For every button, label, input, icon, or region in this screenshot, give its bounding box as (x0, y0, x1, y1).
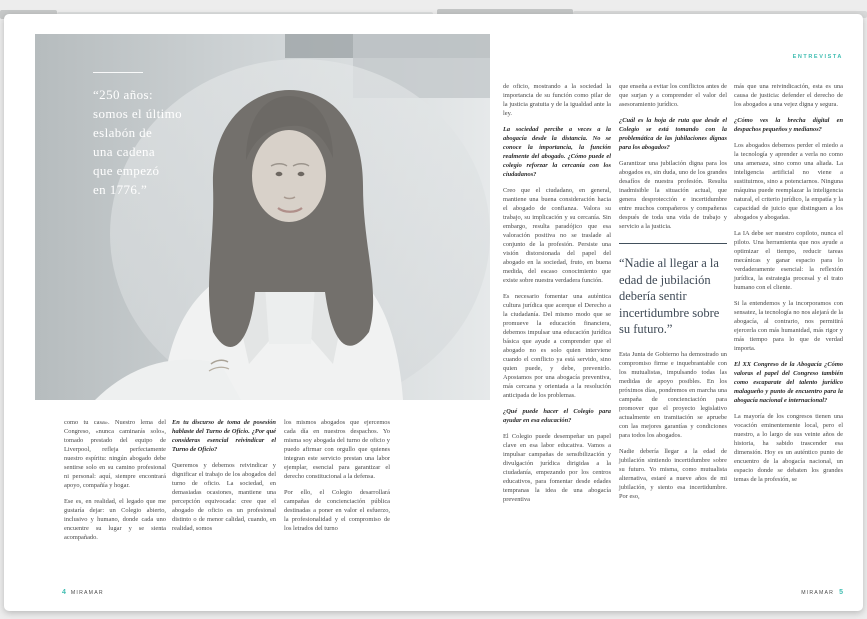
pull-quote-rule (619, 243, 727, 244)
body-paragraph: Los abogados debemos perder el miedo a la tecnología y aprender a verla no como una amenaza, sino como una aliada. La inteligencia artificial no viene a sustituirnos, sino a potenciarnos. Ninguna máquina puede reemplazar la inteligencia natural, el criterio jurídico, la empatía y la capacidad de juicio que distinguen a los abogados y abogadas. (734, 142, 843, 221)
left-page-column-2 (172, 418, 276, 540)
right-page-column-3 (734, 82, 843, 491)
page-number: 4 (62, 589, 66, 596)
body-paragraph: Garantizar una jubilación digna para los abogados es, sin duda, uno de los grandes desafíos de nuestra profesión. Resulta inadmisible la situación actual, que genera desprotección e incertidumbre entre muchos compañeros y compañeras después de toda una vida de trabajo y servicio a la justicia. (619, 160, 727, 230)
body-paragraph: más que una reivindicación, esta es una causa de justicia: defender el derecho de los abogados a una vejez digna y segura. (734, 83, 843, 108)
body-paragraph: La IA debe ser nuestro copiloto, nunca el piloto. Una herramienta que nos ayude a optimizar el tiempo, reducir tareas mecánicas y ganar espacio para lo verdaderamente esencial: la reflexión jurídica, la estrategia procesal y el trato humano con el cliente. (734, 230, 843, 291)
magazine-title: MIRAMAR (70, 590, 104, 596)
right-page-column-2 (619, 82, 727, 508)
left-page-column-3 (284, 418, 390, 540)
body-paragraph: Nadie debería llegar a la edad de jubilación sintiendo incertidumbre sobre su futuro. Yo misma, como mutualista alternativa, estaré a nueve años de mi jubilación, y siento esa incertidumbre. Por eso, (619, 447, 727, 500)
magazine-spread (4, 14, 863, 611)
interview-question: En tu discurso de toma de posesión hablaste del Turno de Oficio. ¿Por qué consideras esencial reivindicar el Turno de Oficio? (172, 419, 276, 453)
photo-quote-line: “250 años: (93, 87, 153, 102)
body-paragraph: Ese es, en realidad, el legado que me gustaría dejar: un Colegio abierto, inclusivo y humano, donde cada uno encuentre su lugar y se sienta acompañado. (64, 498, 166, 541)
photo-quote-line: somos el último (93, 106, 183, 121)
left-page-column-1 (64, 418, 166, 549)
magazine-title: MIRAMAR (801, 590, 835, 596)
quote-rule (93, 72, 143, 73)
left-page-footer (62, 589, 104, 596)
interview-question: El XX Congreso de la Abogacía ¿Cómo valoras el papel del Congreso también como escaparate del talento jurídico malagueño y punto de encuentro para la abogacía nacional e internacional? (734, 361, 843, 404)
body-paragraph: Por ello, el Colegio desarrollará campañas de concienciación pública destinadas a poner en valor el esfuerzo, la profesionalidad y el compromiso de los letrados del turno (284, 489, 390, 532)
body-paragraph: como tu casa». Nuestro lema del Congreso, «nunca caminarás solo», tomado prestado del equipo de Liverpool, refleja perfectamente nuestro espíritu: ningún abogado debe sentirse solo en su camino profesional ni personal: aquí, siempre encontrará apoyo, compañía y hogar. (64, 419, 166, 489)
body-paragraph: los mismos abogados que ejercemos cada día en nuestros despachos. Yo misma soy abogada del turno de oficio y puedo afirmar con orgullo que quienes integran este servicio prestan una labor ejemplar, esencial para garantizar el derecho constitucional a la defensa. (284, 419, 390, 480)
portrait-photo (35, 34, 490, 400)
photo-quote-line: una cadena (93, 144, 156, 159)
body-paragraph: Es necesario fomentar una auténtica cultura jurídica que acerque el Derecho a la ciudadanía. Del mismo modo que se promueve la educación financiera, debemos impulsar una educación jurídica básica que ayude a comprender que el abogado no es solo quien interviene cuando el conflicto ya está servido, sino quien puede, y debe, prevenirlo. Apostamos por una abogacía preventiva, más cercana y orientada a la resolución anticipada de los problemas. (503, 293, 611, 399)
right-page-column-1 (503, 82, 611, 511)
body-paragraph: Creo que el ciudadano, en general, mantiene una buena consideración hacia el abogado de confianza. Valora su trabajo, su implicación y su cercanía. Sin embargo, resulta paradójico que esa valoración positiva no se traslade al conjunto de la profesión. Persiste una visión distorsionada del papel del abogado en la sociedad, fruto, en buena medida, del escaso conocimiento que existe sobre nuestra verdadera función. (503, 187, 611, 284)
pull-quote-block (619, 243, 727, 338)
right-page-footer (801, 589, 843, 596)
body-paragraph: Queremos y debemos reivindicar y dignificar el trabajo de los abogados del turno de oficio. La sociedad, en demasiadas ocasiones, mantiene una percepción equivocada: cree que el abogado de oficio es un profesional distinto o de menor calidad, cuando, en realidad, somos (172, 462, 276, 532)
pull-quote-text: “Nadie al llegar a la edad de jubilación debería sentir incertidumbre sobre su futuro.” (619, 256, 720, 336)
body-paragraph: La mayoría de los congresos tienen una vocación eminentemente local, pero el nuestro, a lo largo de sus veinte años de historia, ha sabido trascender esa dimensión. Hoy es un auténtico punto de encuentro de la abogacía nacional, un espacio donde se debaten los grandes temas de la profesión, se (734, 413, 843, 483)
interview-question: La sociedad percibe a veces a la abogacía desde la distancia. No se conoce la importancia, la función realmente del abogado. ¿Cómo puede el colegio reforzar la cercanía con los ciudadanos? (503, 126, 611, 178)
photo-quote-line: que empezó (93, 163, 160, 178)
interview-question: ¿Cuál es la hoja de ruta que desde el Colegio se está tomando con la problemática de las jubilaciones dignas para los abogados? (619, 117, 727, 151)
photo-pull-quote (93, 72, 263, 199)
body-paragraph: El Colegio puede desempeñar un papel clave en esa labor educativa. Vamos a impulsar campañas de sensibilización y divulgación jurídica dirigidas a la ciudadanía, empezando por los centros educativos, para fomentar desde edades tempranas la idea de una abogacía preventiva (503, 433, 611, 503)
interview-question: ¿Cómo ves la brecha digital en despachos pequeños y medianos? (734, 117, 843, 133)
body-paragraph: Esta Junta de Gobierno ha demostrado un compromiso firme e inquebrantable con los mutualistas, impulsando todas las medidas de apoyo posibles. En los próximos días, pondremos en marcha una campaña de concienciación para promover que el proyecto legislativo actualmente en tramitación se apruebe con las mejores garantías y condiciones para todos los abogados. (619, 350, 727, 439)
body-paragraph: que enseña a evitar los conflictos antes de que surjan y a comprender el valor del asesoramiento jurídico. (619, 83, 727, 108)
section-label: ENTREVISTA (792, 54, 843, 60)
body-paragraph: Si la entendemos y la incorporamos con sensatez, la tecnología no nos alejará de la abogacía, al contrario, nos permitirá ejercerla con más humanidad, más rigor y más tiempo para lo que de verdad importa. (734, 300, 843, 352)
body-paragraph: de oficio, mostrando a la sociedad la importancia de su función como pilar de la justicia gratuita y de la igualdad ante la ley. (503, 83, 611, 117)
page-number: 5 (839, 589, 843, 596)
photo-quote-line: en 1776.” (93, 182, 148, 197)
interview-question: ¿Qué puede hacer el Colegio para ayudar en esa educación? (503, 408, 611, 424)
photo-quote-line: eslabón de (93, 125, 153, 140)
